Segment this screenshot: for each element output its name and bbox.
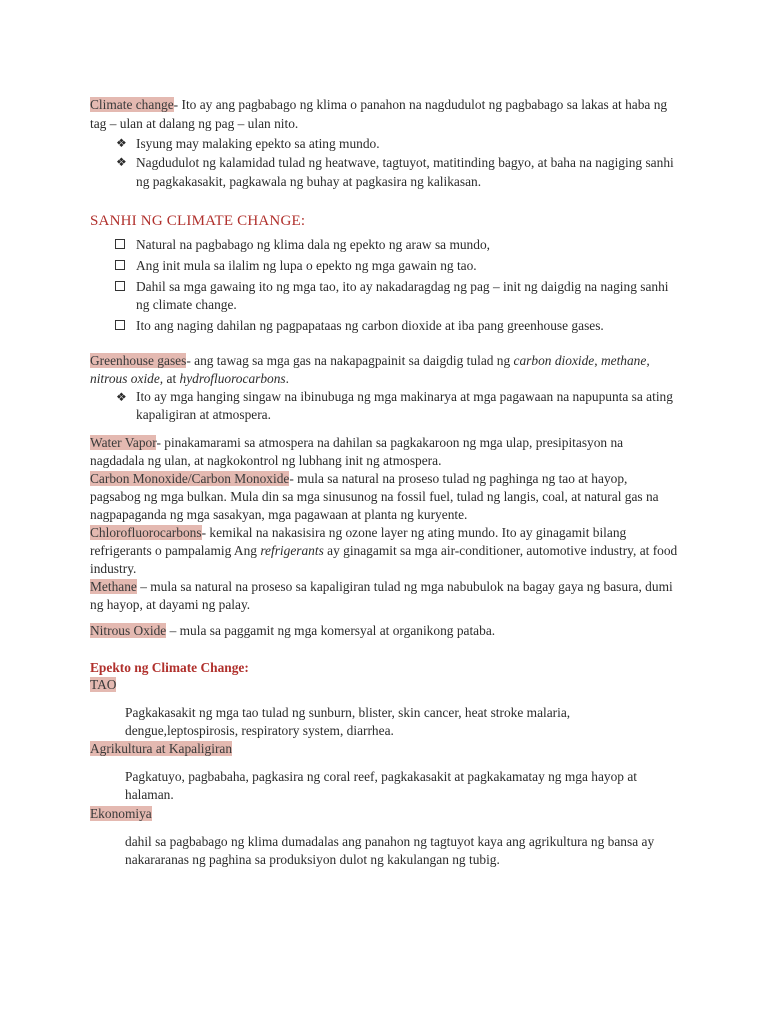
greenhouse-bullets [90,388,680,424]
sanhi-list [90,236,680,335]
checkbox-icon [115,239,125,249]
epekto-agrikultura-label: Agrikultura at Kapaligiran [90,741,233,756]
greenhouse-section [90,352,680,424]
term-climate-change: Climate change [90,97,174,112]
nitrous-oxide-definition: Nitrous Oxide – mula sa paggamit ng mga komersyal at organikong pataba. [90,623,496,638]
epekto-ekonomiya-text: dahil sa pagbabago ng klima dumadalas ang panahon ng tagtuyot kaya ang agrikultura ng bansa ay nakararanas ng paghina sa produksiyon dulot ng kakulangan ng tubig. [125,834,655,867]
list-item: Dahil sa mga gawaing ito ng mga tao, ito ay nakadaragdag ng pag – init ng daigdig na naging sanhi ng climate change. [90,278,680,314]
list-item: ❖ Ito ay mga hanging singaw na ibinubuga ng mga makinarya at mga pagawaan na napupunta sa ating kapaligiran at atmospera. [116,389,673,422]
epekto-ekonomiya-label: Ekonomiya [90,806,152,821]
climate-change-definition: Climate change- Ito ay ang pagbabago ng klima o panahon na nagdudulot ng pagbabago sa lakas at haba ng tag – ulan at dalang ng pag – ulan nito. [90,97,668,131]
term-nitrous-oxide: Nitrous Oxide [90,623,167,638]
gases-section [90,434,680,640]
sanhi-section [90,236,680,338]
diamond-bullet-icon: ❖ [116,155,127,169]
diamond-bullet-icon: ❖ [116,390,127,404]
checkbox-icon [115,260,125,270]
methane-definition: Methane – mula sa natural na proseso sa kapaligiran tulad ng mga nabubulok na bagay gaya ng basura, dumi ng hayop, at dayami ng palay. [90,579,673,612]
term-methane: Methane [90,579,137,594]
carbon-monoxide-definition: Carbon Monoxide/Carbon Monoxide- mula sa natural na proseso tulad ng paghinga ng tao at hayop, pagsabog ng mga bulkan. Mula din sa mga sinusunog na fossil fuel, tulad ng langis, coal, at natural gas na nagpapaganda ng mga sasakyan, mga pagawaan at planta ng kuryente. [90,471,659,522]
epekto-tao-text: Pagkakasakit ng mga tao tulad ng sunburn, blister, skin cancer, heat stroke malaria, dengue,leptospirosis, respiratory system, diarrhea. [125,705,571,738]
checkbox-icon [115,281,125,291]
epekto-tao-label: TAO [90,677,117,692]
list-item: ❖ Nagdudulot ng kalamidad tulad ng heatwave, tagtuyot, matitinding bagyo, at baha na nagiging sanhi ng pagkakasakit, pagkawala ng buhay at pagkasira ng kalikasan. [116,155,674,189]
checkbox-icon [115,320,125,330]
list-item: ❖ Isyung may malaking epekto sa ating mundo. [116,136,380,151]
climate-change-section [90,95,680,191]
term-chlorofluorocarbons: Chlorofluorocarbons [90,525,202,540]
epekto-heading: Epekto ng Climate Change: [90,660,249,675]
greenhouse-definition: Greenhouse gases- ang tawag sa mga gas na nakapagpainit sa daigdig tulad ng carbon dioxide, methane, nitrous oxide, at hydrofluorocarbons. [90,353,650,386]
cfc-definition: Chlorofluorocarbons- kemikal na nakasisira ng ozone layer ng ating mundo. Ito ay ginagamit bilang refrigerants o pampalamig Ang refrigerants ay ginagamit sa mga air-conditioner, automotive industry, at food industry. [90,525,678,576]
diamond-bullet-icon: ❖ [116,136,127,150]
term-water-vapor: Water Vapor [90,435,157,450]
list-item: Ito ang naging dahilan ng pagpapataas ng carbon dioxide at iba pang greenhouse gases. [90,317,680,335]
list-item: Ang init mula sa ilalim ng lupa o epekto ng mga gawain ng tao. [90,257,680,275]
term-carbon-monoxide: Carbon Monoxide/Carbon Monoxide [90,471,290,486]
sanhi-heading: SANHI NG CLIMATE CHANGE: [90,213,306,229]
epekto-agrikultura-text: Pagkatuyo, pagbabaha, pagkasira ng coral reef, pagkakasakit at pagkakamatay ng mga hayop at halaman. [125,769,637,802]
term-greenhouse-gases: Greenhouse gases [90,353,187,368]
water-vapor-definition: Water Vapor- pinakamarami sa atmospera na dahilan sa pagkakaroon ng mga ulap, presipitasyon na nagdadala ng ulan, at nagkokontrol ng lubhang init ng atmospera. [90,435,624,468]
climate-change-bullets [90,134,680,191]
list-item: Natural na pagbabago ng klima dala ng epekto ng araw sa mundo, [90,236,680,254]
